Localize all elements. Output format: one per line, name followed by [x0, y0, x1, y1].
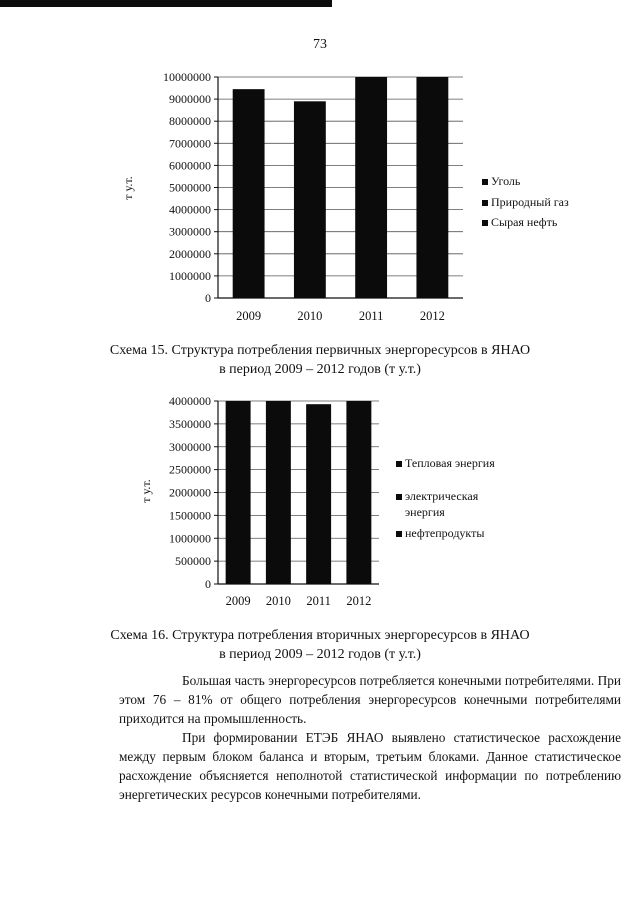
y-tick-label: 1500000	[169, 508, 211, 523]
y-tick-label: 500000	[175, 554, 211, 569]
y-tick-label: 3000000	[169, 224, 211, 239]
y-axis-label: т у.т.	[121, 176, 135, 200]
legend-swatch	[396, 494, 402, 500]
page-number: 73	[313, 37, 327, 52]
x-tick-label: 2010	[297, 309, 323, 323]
caption-line: в период 2009 – 2012 годов (т у.т.)	[219, 647, 421, 662]
paragraph: При формировании ЕТЭБ ЯНАО выявлено статистическое расхождение между первым блоком баланса и вторым, третьим блоками. Данное статистическое расхождение объясняется неполнотой статистической информации по потреблению энергетических ресурсов конечными потребителями.	[119, 730, 621, 802]
y-tick-label: 2000000	[169, 485, 211, 500]
paragraph: Большая часть энергоресурсов потребляется конечными потребителями. При этом 76 – 81% от общего потребления энергоресурсов конечными потребителями приходится на промышленность.	[119, 673, 621, 726]
y-tick-label: 4000000	[169, 202, 211, 217]
caption-line: Схема 15. Структура потребления первичных энергоресурсов в ЯНАО	[109, 343, 531, 358]
x-tick-label: 2009	[225, 594, 251, 608]
y-tick-label: 3000000	[169, 439, 211, 454]
bar-2009	[226, 401, 251, 584]
y-tick-label: 8000000	[169, 114, 211, 129]
x-tick-label: 2012	[346, 594, 372, 608]
x-tick-label: 2012	[419, 309, 445, 323]
y-tick-label: 6000000	[169, 158, 211, 173]
x-tick-label: 2010	[265, 594, 291, 608]
legend-label: электрическая энергия	[405, 489, 479, 519]
y-axis-label: т у.т.	[139, 479, 153, 503]
y-tick-label: 2000000	[169, 246, 211, 261]
caption-line: в период 2009 – 2012 годов (т у.т.)	[219, 362, 421, 377]
legend-label: нефтепродукты	[405, 526, 485, 540]
legend-swatch	[396, 531, 402, 537]
y-tick-label: 5000000	[169, 180, 211, 195]
legend-swatch	[396, 461, 402, 467]
legend-label: Сырая нефть	[491, 215, 558, 229]
legend-label: Уголь	[491, 174, 521, 188]
y-tick-label: 3500000	[169, 416, 211, 431]
x-tick-label: 2011	[306, 594, 331, 608]
y-tick-label: 0	[205, 577, 211, 591]
y-tick-label: 2500000	[169, 462, 211, 477]
caption-chart-16	[0, 626, 640, 664]
legend-label: Природный газ	[491, 195, 569, 209]
y-tick-label: 4000000	[169, 394, 211, 408]
bar-2011	[306, 404, 331, 584]
y-tick-label: 0	[205, 291, 211, 305]
y-tick-label: 1000000	[169, 268, 211, 283]
legend-label: Тепловая энергия	[405, 456, 495, 470]
bar-2010	[266, 401, 291, 584]
y-tick-label: 7000000	[169, 136, 211, 151]
caption-line: Схема 16. Структура потребления вторичных энергоресурсов в ЯНАО	[110, 628, 530, 643]
bar-2012	[346, 401, 371, 584]
y-tick-label: 1000000	[169, 531, 211, 546]
y-tick-label: 10000000	[163, 70, 211, 84]
x-tick-label: 2009	[236, 309, 262, 323]
x-tick-label: 2011	[358, 309, 384, 323]
y-tick-label: 9000000	[169, 92, 211, 107]
